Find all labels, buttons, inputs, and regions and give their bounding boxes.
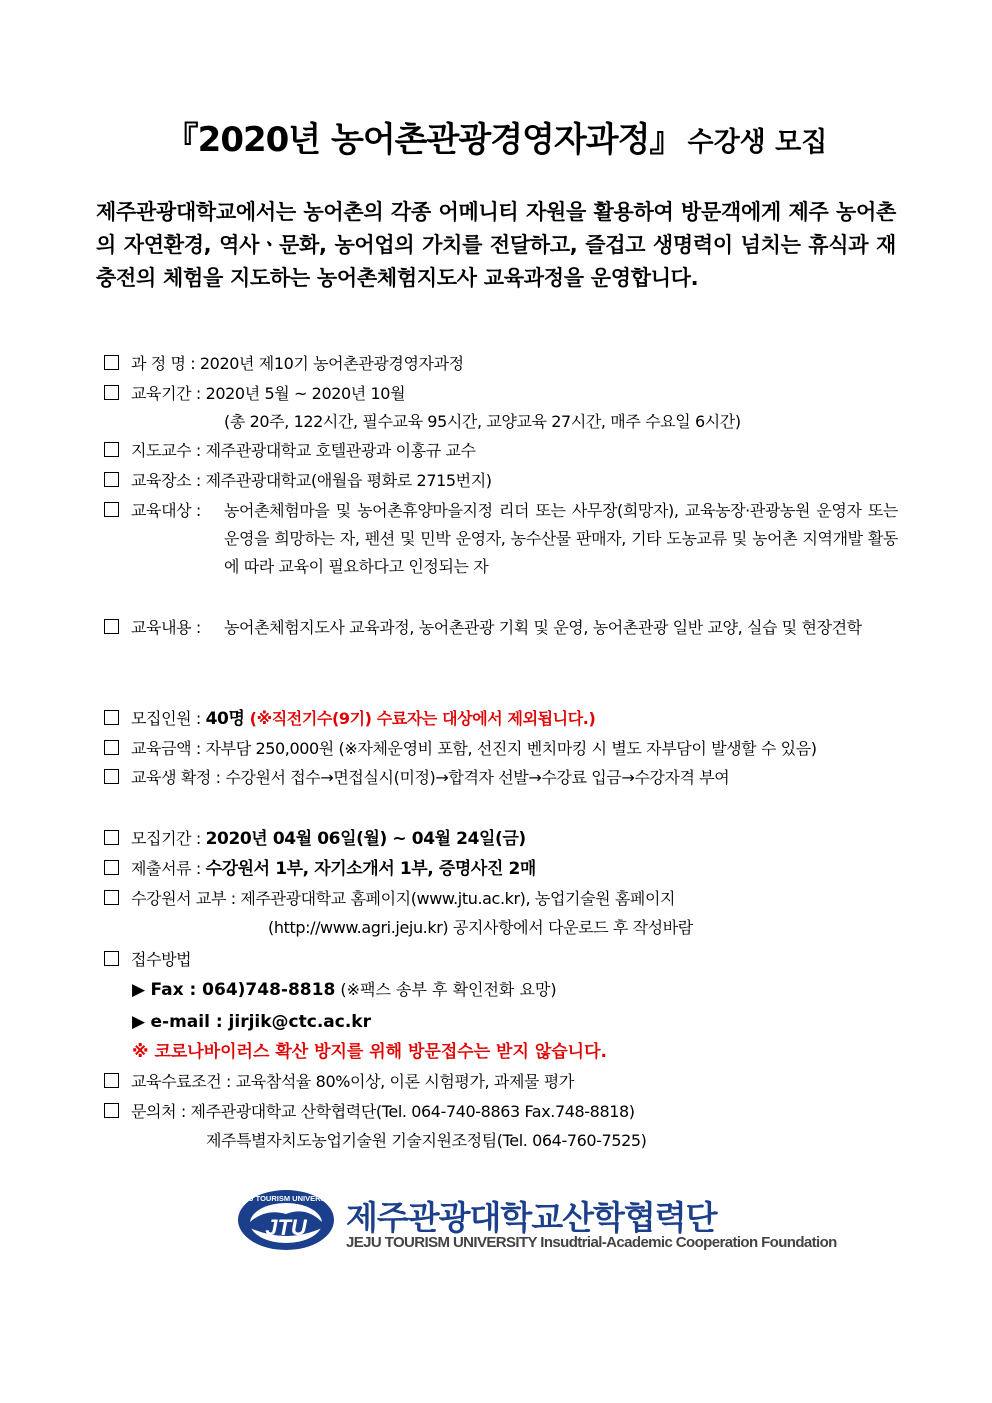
item-value: 2020년 04월 06일(월) ~ 04월 24일(금) <box>205 829 526 849</box>
item-value: 제주관광대학교(애월읍 평화로 2715번지) <box>205 471 492 490</box>
item-documents <box>104 855 904 883</box>
item-apply-period <box>104 825 904 853</box>
title-sub: 수강생 모집 <box>687 127 828 158</box>
item-label: 과 정 명 : <box>131 354 200 373</box>
method-email <box>132 1008 371 1036</box>
checkbox-icon <box>104 1073 119 1088</box>
item-label: 지도교수 : <box>131 441 206 460</box>
item-completion <box>104 1068 904 1096</box>
checkbox-icon <box>104 619 119 634</box>
item-value: 교육참석율 80%이상, 이론 시험평가, 과제물 평가 <box>235 1072 574 1091</box>
checkbox-icon <box>104 502 119 517</box>
checkbox-icon <box>104 890 119 905</box>
item-label: 교육장소 : <box>131 471 206 490</box>
jtu-emblem-icon <box>236 1188 336 1252</box>
emblem-ring-text: JEJU TOURISM UNIVERSITY <box>236 1194 336 1203</box>
fax-note: (※팩스 송부 후 확인전화 요망) <box>335 980 557 999</box>
emblem-text: JTU <box>265 1215 307 1240</box>
triangle-right-icon: ▶ <box>132 980 151 1000</box>
intro-paragraph: 제주관광대학교에서는 농어촌의 각종 어메니티 자원을 활용하여 방문객에게 제주 농어촌의 자연환경, 역사ㆍ문화, 농어업의 가치를 전달하고, 즐겁고 생명력이 넘치는 휴식과 재충전의 체험을 지도하는 농어촌체험지도사 교육과정을 운영합니다. <box>96 200 896 290</box>
item-label: 수강원서 교부 : <box>131 889 241 908</box>
item-label: 제출서류 : <box>131 859 206 878</box>
checkbox-icon <box>104 830 119 845</box>
item-label: 교육생 확정 : <box>131 768 226 787</box>
item-value: 자부담 250,000원 (※자체운영비 포함, 선진지 벤치마킹 시 별도 자부담이 발생할 수 있음) <box>205 739 817 758</box>
checkbox-icon <box>104 769 119 784</box>
triangle-right-icon: ▶ <box>132 1012 151 1032</box>
item-value: 제주관광대학교 홈페이지(www.jtu.ac.kr), 농업기술원 홈페이지 <box>240 889 676 908</box>
logo-english: JEJU TOURISM UNIVERSITY Insudtrial-Academic Cooperation Foundation <box>346 1234 837 1251</box>
item-value: 수강원서 1부, 자기소개서 1부, 증명사진 2매 <box>205 859 536 879</box>
item-period <box>104 380 904 408</box>
page-title <box>0 112 992 161</box>
period-detail: (총 20주, 122시간, 필수교육 95시간, 교양교육 27시간, 매주 수요일 6시간) <box>224 412 741 431</box>
checkbox-icon <box>104 1103 119 1118</box>
item-label: 접수방법 <box>131 950 192 969</box>
checkbox-icon <box>104 355 119 370</box>
item-label: 교육대상 : <box>131 501 201 520</box>
item-inquiry <box>104 1098 904 1126</box>
checkbox-icon <box>104 710 119 725</box>
fax-number: Fax : 064)748-8818 <box>150 980 336 1000</box>
item-form <box>104 885 904 913</box>
item-label: 교육수료조건 : <box>131 1072 236 1091</box>
item-label: 모집기간 : <box>131 829 206 848</box>
item-value: 2020년 5월 ~ 2020년 10월 <box>205 384 406 403</box>
recruit-note: (※직전기수(9기) 수료자는 대상에서 제외됩니다.) <box>244 709 596 728</box>
item-method <box>104 946 904 974</box>
title-main: 『2020년 농어촌관광경영자과정』 <box>164 120 683 160</box>
item-value: 제주관광대학교 호텔관광과 이홍규 교수 <box>205 441 476 460</box>
checkbox-icon <box>104 740 119 755</box>
item-value: 제주관광대학교 산학협력단(Tel. 064-740-8863 Fax.748-8818) <box>190 1102 635 1121</box>
form-detail: (http://www.agri.jeju.kr) 공지사항에서 다운로드 후 작성바람 <box>268 918 693 937</box>
method-fax <box>132 976 557 1004</box>
item-place <box>104 467 904 495</box>
item-recruit <box>104 705 904 733</box>
jtu-logo <box>236 1188 837 1258</box>
email-address: e-mail : jirjik@ctc.ac.kr <box>150 1012 371 1032</box>
checkbox-icon <box>104 472 119 487</box>
item-professor <box>104 437 904 465</box>
method-warning: ※ 코로나바이러스 확산 방지를 위해 방문접수는 받지 않습니다. <box>132 1042 607 1062</box>
item-label: 교육금액 : <box>131 739 206 758</box>
item-confirm <box>104 764 904 792</box>
item-label: 교육내용 : <box>131 618 201 637</box>
item-label: 모집인원 : <box>131 709 206 728</box>
checkbox-icon <box>104 860 119 875</box>
item-value: 2020년 제10기 농어촌관광경영자과정 <box>199 354 464 373</box>
item-label: 교육기간 : <box>131 384 206 403</box>
target-value: 농어촌체험마을 및 농어촌휴양마을지정 리더 또는 사무장(희망자), 교육농장·관광농원 운영자 또는 운영을 희망하는 자, 펜션 및 민박 운영자, 농수산물 판매자, 기타 도농교류 및 농어촌 지역개발 활동에 따라 교육이 필요하다고 인정되는 자 <box>224 501 898 576</box>
item-label: 문의처 : <box>131 1102 191 1121</box>
content-value: 농어촌체험지도사 교육과정, 농어촌관광 기획 및 운영, 농어촌관광 일반 교양, 실습 및 현장견학 <box>224 618 862 637</box>
item-course <box>104 350 904 378</box>
checkbox-icon <box>104 442 119 457</box>
logo-name: 제주관광대학교산학협력단 <box>346 1198 717 1237</box>
item-value: 수강원서 접수→면접실시(미정)→합격자 선발→수강료 입금→수강자격 부여 <box>225 768 730 787</box>
inquiry-detail: 제주특별자치도농업기술원 기술지원조정팀(Tel. 064-760-7525) <box>206 1131 647 1150</box>
recruit-count: 40명 <box>205 709 245 729</box>
item-fee <box>104 735 904 763</box>
checkbox-icon <box>104 385 119 400</box>
checkbox-icon <box>104 951 119 966</box>
